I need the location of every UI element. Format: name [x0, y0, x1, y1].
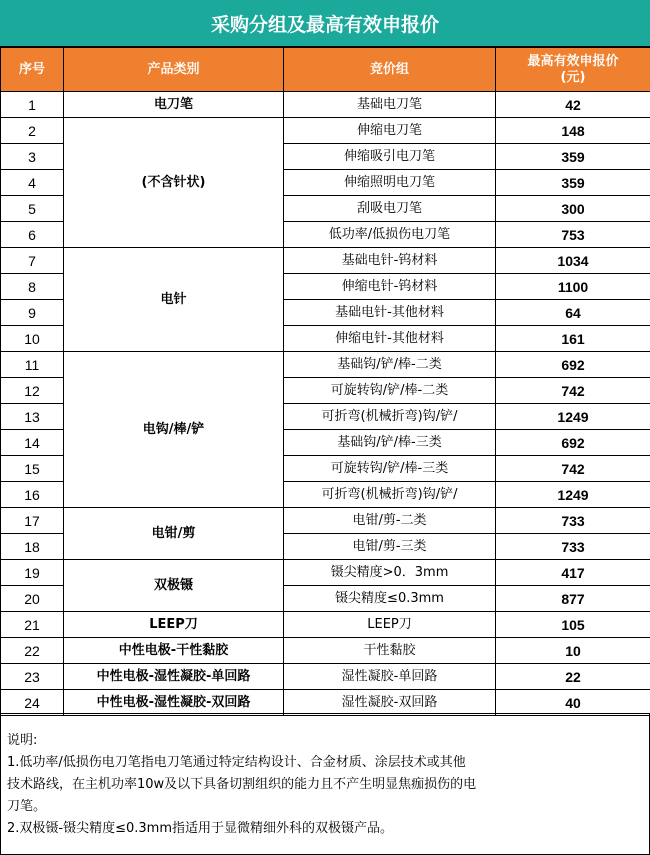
row-index: 6: [1, 222, 64, 248]
row-group: 可旋转钩/铲/棒-三类: [284, 456, 496, 482]
row-price: 64: [496, 300, 650, 326]
row-group: 刮吸电刀笔: [284, 196, 496, 222]
row-price: 753: [496, 222, 650, 248]
row-price: 359: [496, 170, 650, 196]
row-group: 湿性凝胶-双回路: [284, 690, 496, 716]
price-table: [0, 47, 650, 716]
row-group: 伸缩电刀笔: [284, 118, 496, 144]
notes-line: 2.双极镊-镊尖精度≤0.3mm指适用于显微精细外科的双极镊产品。: [7, 821, 393, 836]
row-group: 低功率/低损伤电刀笔: [284, 222, 496, 248]
row-price: 40: [496, 690, 650, 716]
notes-line: 刀笔。: [7, 799, 47, 814]
row-group: 可折弯(机械折弯)钩/铲/: [284, 404, 496, 430]
row-group: 基础钩/铲/棒-三类: [284, 430, 496, 456]
row-price: 148: [496, 118, 650, 144]
header-price-line1: 最高有效申报价: [527, 53, 619, 69]
row-category: 中性电极-湿性凝胶-双回路: [64, 690, 284, 716]
row-group: 基础电刀笔: [284, 92, 496, 118]
row-group: 伸缩电针-其他材料: [284, 326, 496, 352]
row-index: 10: [1, 326, 64, 352]
notes-heading: 说明:: [7, 733, 38, 748]
row-group: 干性黏胶: [284, 638, 496, 664]
row-index: 3: [1, 144, 64, 170]
row-category: 电钩/棒/铲: [64, 352, 284, 508]
table-row: [1, 92, 650, 118]
row-index: 17: [1, 508, 64, 534]
row-index: 14: [1, 430, 64, 456]
row-index: 13: [1, 404, 64, 430]
row-group: 基础钩/铲/棒-二类: [284, 352, 496, 378]
row-index: 11: [1, 352, 64, 378]
table-row: [1, 690, 650, 716]
row-price: 877: [496, 586, 650, 612]
row-index: 18: [1, 534, 64, 560]
row-category: 电针: [64, 248, 284, 352]
row-category: 双极镊: [64, 560, 284, 612]
table-row: [1, 612, 650, 638]
header-category: 产品类别: [64, 48, 284, 92]
row-category: (不含针状): [64, 118, 284, 248]
row-category: 电刀笔: [64, 92, 284, 118]
row-price: 161: [496, 326, 650, 352]
row-index: 4: [1, 170, 64, 196]
row-price: 359: [496, 144, 650, 170]
row-price: 692: [496, 352, 650, 378]
row-group: 湿性凝胶-单回路: [284, 664, 496, 690]
notes-box: [0, 713, 650, 855]
row-category: 中性电极-干性黏胶: [64, 638, 284, 664]
row-price: 42: [496, 92, 650, 118]
notes-line: 1.低功率/低损伤电刀笔指电刀笔通过特定结构设计、合金材质、涂层技术或其他: [7, 755, 466, 770]
row-group: 可旋转钩/铲/棒-二类: [284, 378, 496, 404]
row-index: 1: [1, 92, 64, 118]
row-price: 417: [496, 560, 650, 586]
row-group: 伸缩吸引电刀笔: [284, 144, 496, 170]
row-index: 20: [1, 586, 64, 612]
header-index: 序号: [1, 48, 64, 92]
table-row: [1, 638, 650, 664]
row-index: 9: [1, 300, 64, 326]
table-row: [1, 560, 650, 586]
row-price: 10: [496, 638, 650, 664]
table-row: [1, 352, 650, 378]
row-index: 7: [1, 248, 64, 274]
row-price: 742: [496, 378, 650, 404]
row-group: 可折弯(机械折弯)钩/铲/: [284, 482, 496, 508]
table-row: [1, 118, 650, 144]
row-price: 1249: [496, 404, 650, 430]
row-category: 中性电极-湿性凝胶-单回路: [64, 664, 284, 690]
row-index: 2: [1, 118, 64, 144]
row-index: 22: [1, 638, 64, 664]
row-index: 15: [1, 456, 64, 482]
row-price: 1249: [496, 482, 650, 508]
page-title: 采购分组及最高有效申报价: [0, 0, 650, 47]
row-group: 伸缩照明电刀笔: [284, 170, 496, 196]
row-index: 23: [1, 664, 64, 690]
row-price: 300: [496, 196, 650, 222]
row-group: LEEP刀: [284, 612, 496, 638]
table-row: [1, 248, 650, 274]
table-row: [1, 664, 650, 690]
notes-line: 技术路线，在主机功率10w及以下具备切割组织的能力且不产生明显焦痂损伤的电: [7, 777, 477, 792]
row-category: LEEP刀: [64, 612, 284, 638]
row-price: 1100: [496, 274, 650, 300]
header-price: [496, 48, 650, 92]
row-group: 基础电针-其他材料: [284, 300, 496, 326]
row-index: 21: [1, 612, 64, 638]
row-index: 24: [1, 690, 64, 716]
header-group: 竞价组: [284, 48, 496, 92]
table-row: [1, 508, 650, 534]
row-category: 电钳/剪: [64, 508, 284, 560]
header-price-line2: (元): [560, 69, 586, 85]
row-index: 8: [1, 274, 64, 300]
row-index: 19: [1, 560, 64, 586]
row-group: 电钳/剪-二类: [284, 508, 496, 534]
row-group: 镊尖精度>0．3mm: [284, 560, 496, 586]
row-index: 5: [1, 196, 64, 222]
row-price: 692: [496, 430, 650, 456]
table-header-row: [1, 48, 650, 92]
row-price: 742: [496, 456, 650, 482]
row-group: 伸缩电针-钨材料: [284, 274, 496, 300]
row-group: 镊尖精度≤0.3mm: [284, 586, 496, 612]
row-price: 1034: [496, 248, 650, 274]
row-price: 105: [496, 612, 650, 638]
row-group: 基础电针-钨材料: [284, 248, 496, 274]
row-group: 电钳/剪-三类: [284, 534, 496, 560]
row-price: 733: [496, 508, 650, 534]
row-index: 16: [1, 482, 64, 508]
row-price: 22: [496, 664, 650, 690]
row-index: 12: [1, 378, 64, 404]
row-price: 733: [496, 534, 650, 560]
